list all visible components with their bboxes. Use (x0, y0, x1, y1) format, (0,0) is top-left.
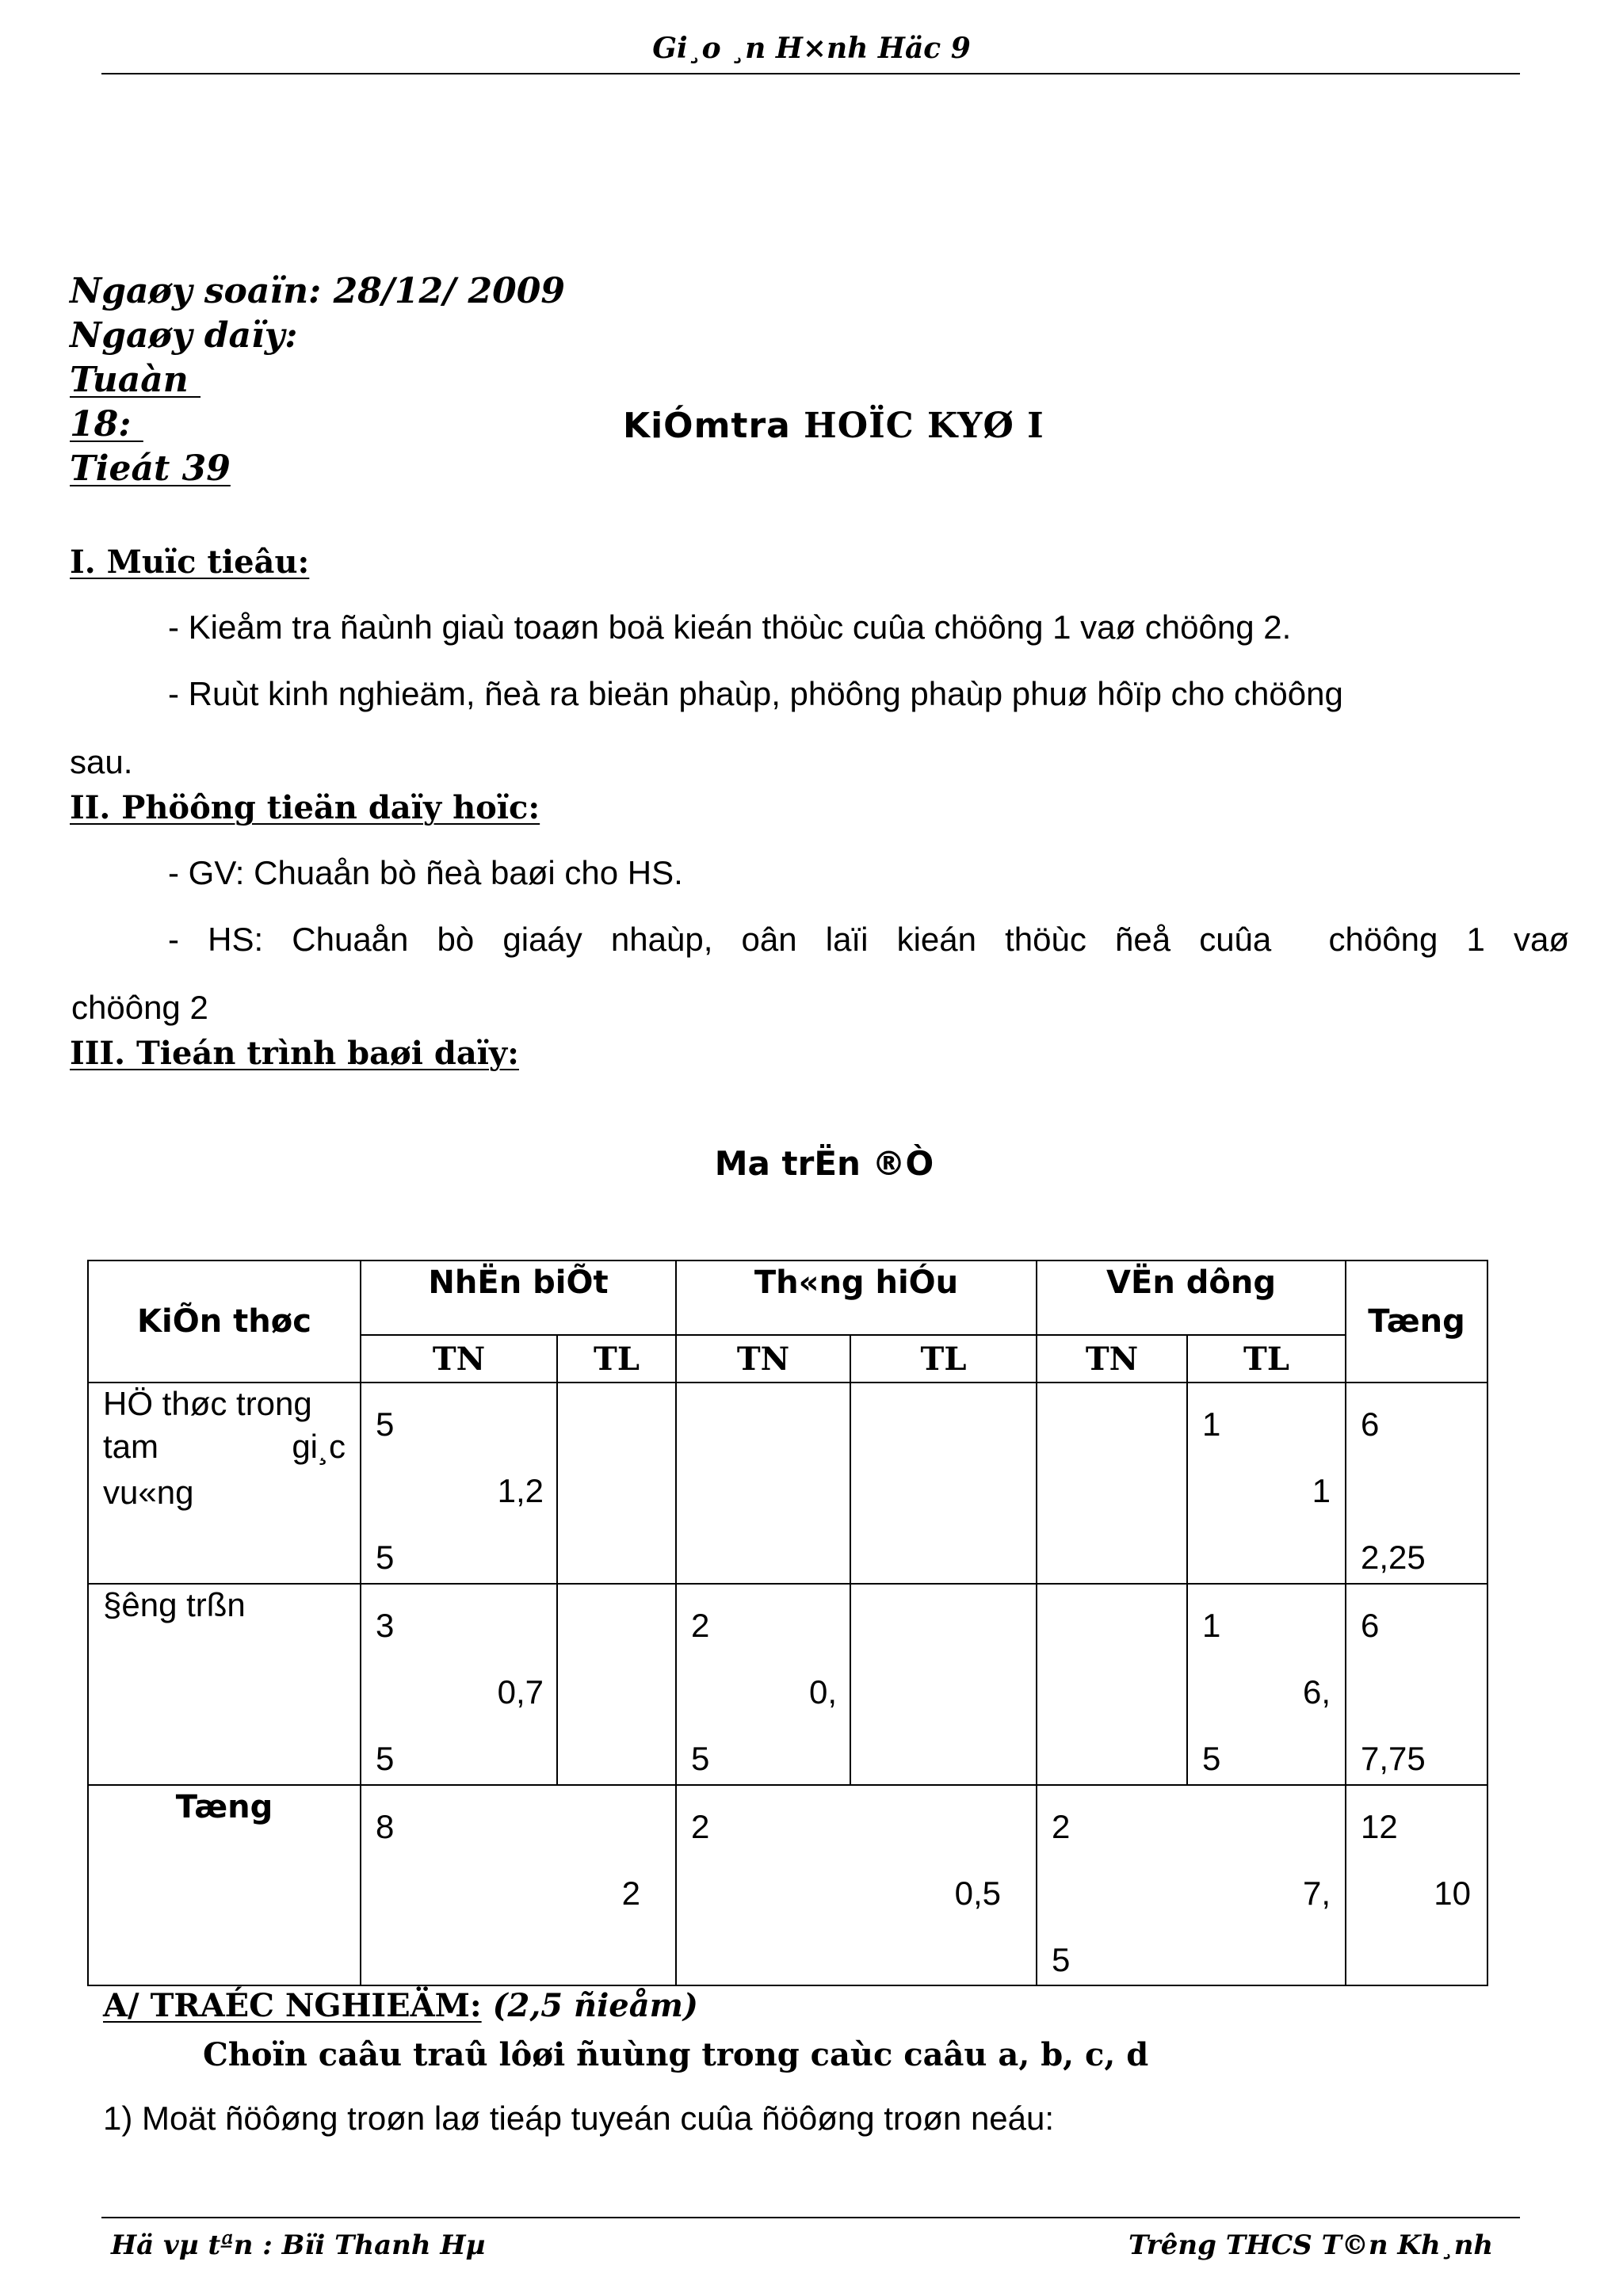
count-value: 6 (1361, 1405, 1380, 1443)
cell-grand-total (1346, 1785, 1487, 1985)
score-value: 10 (1434, 1875, 1471, 1912)
part-a-points: (2,5 ñieåm) (481, 1987, 698, 2024)
section-procedure-heading: III. Tieán trình baøi daïy: (70, 1035, 519, 1072)
count-value: 2 (691, 1808, 710, 1845)
score-value: 0,5 (954, 1875, 1001, 1912)
score-value: 6, (1302, 1673, 1331, 1711)
cell-total (1346, 1383, 1487, 1584)
section-materials-heading: II. Phöông tieän daïy hoïc: (70, 789, 540, 826)
footer-author: Hä vµ tªn : Bïi Thanh Hµ (111, 2229, 486, 2261)
week-label: Tuaàn (70, 360, 201, 400)
question-1: 1) Moät ñöôøng troøn laø tieáp tuyeán cuûa ñöôøng troøn neáu: (103, 2100, 1055, 2137)
total-row (88, 1785, 1487, 1985)
score-value-tail: 5 (1052, 1941, 1071, 1978)
total-row-label: Tæng (88, 1785, 361, 1985)
count-value: 8 (376, 1808, 395, 1845)
part-a-heading-line (103, 1987, 698, 2024)
header-recognize: NhËn biÕt (361, 1261, 676, 1335)
count-value: 2 (1052, 1808, 1071, 1845)
cell-understand-total (676, 1785, 1037, 1985)
header-apply: VËn dông (1037, 1261, 1346, 1335)
part-a-instruction: Choïn caâu traû lôøi ñuùng trong caùc caâu a, b, c, d (203, 2036, 1149, 2073)
objective-item-1: - Kieåm tra ñaùnh giaù toaøn boä kieán thöùc cuûa chöông 1 vaø chöông 2. (168, 608, 1292, 646)
score-value: 2,25 (1361, 1539, 1426, 1576)
cell-recognize-tn (361, 1383, 557, 1584)
score-value-tail: 5 (376, 1740, 395, 1777)
count-value: 1 (1202, 1607, 1221, 1644)
footer-rule (101, 2217, 1520, 2218)
cell-understand-tl (850, 1584, 1037, 1785)
score-value: 0,7 (497, 1673, 544, 1711)
matrix-title: Ma trËn ®Ò (714, 1144, 934, 1183)
cell-recognize-tl (557, 1584, 676, 1785)
score-value: 0, (808, 1673, 837, 1711)
subheader-tn: TN (361, 1335, 557, 1383)
row-label: §êng trßn (103, 1586, 246, 1623)
cell-apply-total (1037, 1785, 1346, 1985)
cell-apply-tn (1037, 1584, 1187, 1785)
row-label-line: gi¸c (292, 1428, 346, 1465)
week-number: 18: (70, 404, 143, 444)
count-value: 12 (1361, 1808, 1398, 1845)
period-label: Tieát 39 (70, 448, 231, 489)
score-value: 7,75 (1361, 1740, 1426, 1777)
matrix-header-row (88, 1261, 1487, 1335)
header-total: Tæng (1346, 1261, 1487, 1383)
subheader-tl: TL (1187, 1335, 1346, 1383)
score-value: 2 (621, 1875, 640, 1912)
count-value: 1 (1202, 1405, 1221, 1443)
cell-recognize-tn (361, 1584, 557, 1785)
row-label-line: HÖ thøc trong (103, 1385, 312, 1422)
page-header-title: Gi¸o ¸n H×nh Häc 9 (652, 32, 971, 65)
footer-school: Trêng THCS T©n Kh¸nh (1128, 2229, 1494, 2261)
score-value: 7, (1302, 1875, 1331, 1912)
subheader-tn: TN (676, 1335, 850, 1383)
part-a-heading: A/ TRAÉC NGHIEÄM: (103, 1987, 482, 2024)
subheader-tn: TN (1037, 1335, 1187, 1383)
cell-apply-tl (1187, 1584, 1346, 1785)
cell-recognize-tl (557, 1383, 676, 1584)
subheader-tl: TL (557, 1335, 676, 1383)
score-value: 1 (1312, 1472, 1331, 1509)
score-value: 1,2 (497, 1472, 544, 1509)
count-value: 6 (1361, 1607, 1380, 1644)
cell-understand-tl (850, 1383, 1037, 1584)
objective-item-2: - Ruùt kinh nghieäm, ñeà ra bieän phaùp, phöông phaùp phuø hôïp cho chöông (168, 675, 1343, 712)
date-taught: Ngaøy daïy: (70, 315, 298, 356)
cell-recognize-total (361, 1785, 676, 1985)
count-value: 5 (376, 1405, 395, 1443)
subheader-tl: TL (850, 1335, 1037, 1383)
score-value-tail: 5 (691, 1740, 710, 1777)
row-label-line: tam (103, 1428, 159, 1465)
exam-title-prefix: KiÓmtra (623, 406, 804, 446)
objective-item-2-cont: sau. (70, 743, 133, 780)
table-row (88, 1383, 1487, 1584)
count-value: 3 (376, 1607, 395, 1644)
cell-apply-tl (1187, 1383, 1346, 1584)
test-matrix-table (87, 1260, 1488, 1986)
count-value: 2 (691, 1607, 710, 1644)
section-objectives-heading: I. Muïc tieâu: (70, 543, 310, 581)
cell-understand-tn (676, 1584, 850, 1785)
exam-title-main: HOÏC KYØ I (804, 406, 1044, 446)
header-understand: Th«ng hiÓu (676, 1261, 1037, 1335)
date-prepared: Ngaøy soaïn: 28/12/ 2009 (70, 271, 566, 311)
row-label-cell (88, 1584, 361, 1785)
header-knowledge: KiÕn thøc (88, 1261, 361, 1383)
cell-apply-tn (1037, 1383, 1187, 1584)
cell-total (1346, 1584, 1487, 1785)
header-rule (101, 73, 1520, 74)
row-label-cell (88, 1383, 361, 1584)
score-value-tail: 5 (376, 1539, 395, 1576)
table-row (88, 1584, 1487, 1785)
cell-understand-tn (676, 1383, 850, 1584)
materials-item-2-cont: chöông 2 (71, 989, 208, 1026)
score-value-tail: 5 (1202, 1740, 1221, 1777)
materials-item-2: - HS: Chuaån bò giaáy nhaùp, oân laïi kieán thöùc ñeå cuûa chöông 1 vaø (168, 921, 1569, 958)
exam-title (623, 406, 1044, 446)
row-label-line: vu«ng (103, 1474, 194, 1511)
materials-item-1: - GV: Chuaån bò ñeà baøi cho HS. (168, 854, 683, 891)
